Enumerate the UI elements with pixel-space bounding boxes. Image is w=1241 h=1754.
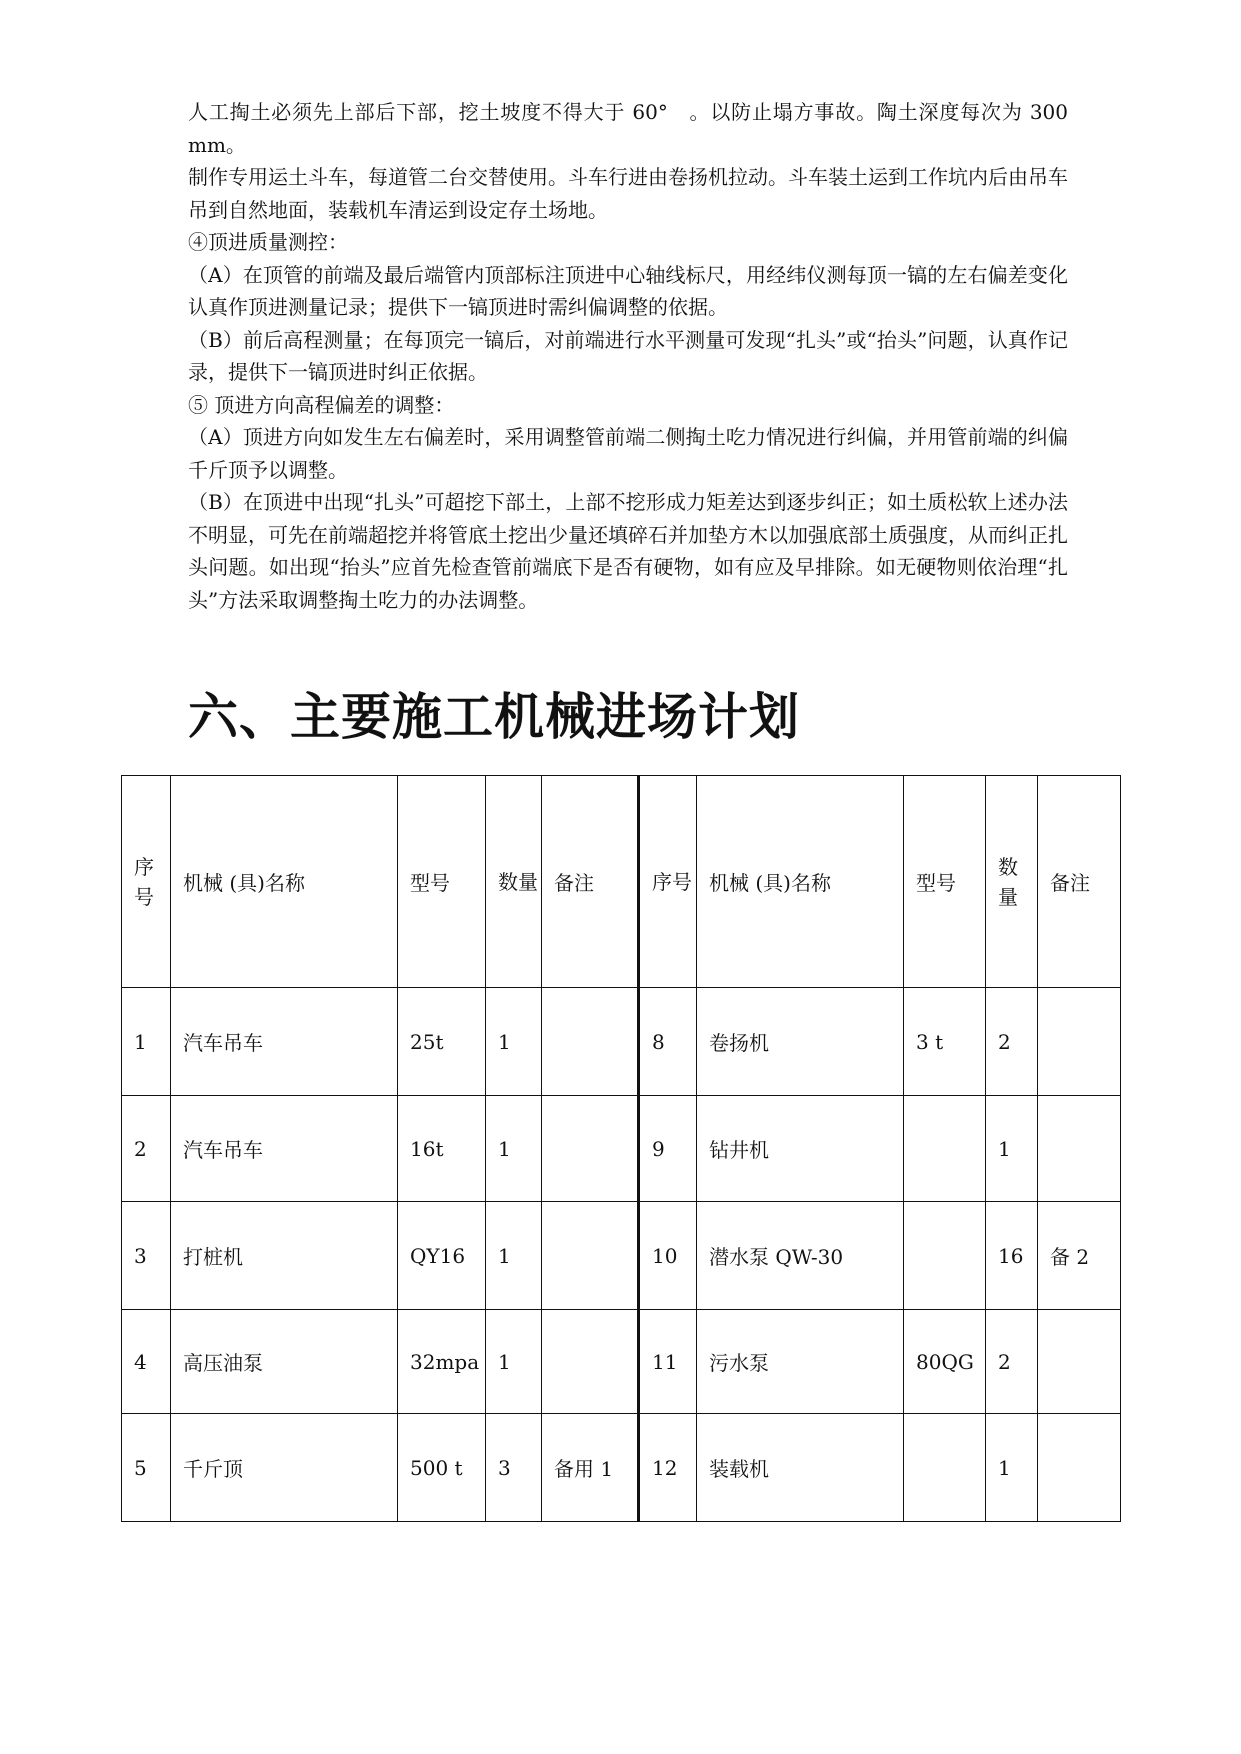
table-cell: 9 — [639, 1096, 697, 1202]
header-cell: 序号 — [639, 776, 697, 988]
header-cell: 机械 (具)名称 — [697, 776, 904, 988]
header-cell: 序号 — [122, 776, 171, 988]
table-cell: 16 — [986, 1202, 1038, 1310]
table-cell: 4 — [122, 1310, 171, 1414]
table-cell — [904, 1414, 986, 1522]
body-text — [188, 96, 1068, 616]
table-cell: 潜水泵 QW-30 — [697, 1202, 904, 1310]
table-cell: 2 — [122, 1096, 171, 1202]
table-cell: 12 — [639, 1414, 697, 1522]
table-row — [122, 1414, 1121, 1522]
table-cell — [1038, 1414, 1121, 1522]
table-row — [122, 988, 1121, 1096]
table-cell: 装载机 — [697, 1414, 904, 1522]
table-cell: 钻井机 — [697, 1096, 904, 1202]
table-cell: 1 — [486, 1096, 542, 1202]
section-title: 六、主要施工机械进场计划 — [188, 688, 800, 746]
table-cell: 16t — [398, 1096, 486, 1202]
paragraph: 人工掏土必须先上部后下部，挖土坡度不得大于 60° 。以防止塌方事故。陶土深度每次为 300 mm。 — [188, 100, 1068, 157]
paragraph: （A）顶进方向如发生左右偏差时，采用调整管前端二侧掏土吃力情况进行纠偏，并用管前端的纠偏千斤顶予以调整。 — [188, 425, 1068, 482]
table-cell: 25t — [398, 988, 486, 1096]
table-cell: 1 — [122, 988, 171, 1096]
header-cell: 型号 — [398, 776, 486, 988]
table-cell: 10 — [639, 1202, 697, 1310]
table-cell — [1038, 1310, 1121, 1414]
paragraph: ⑤ 顶进方向高程偏差的调整： — [188, 392, 455, 417]
table-cell: 汽车吊车 — [171, 988, 398, 1096]
table-cell: 32mpa — [398, 1310, 486, 1414]
table-cell — [542, 1202, 639, 1310]
header-cell: 型号 — [904, 776, 986, 988]
table-cell: 3 — [122, 1202, 171, 1310]
paragraph: （A）在顶管的前端及最后端管内顶部标注顶进中心轴线标尺，用经纬仪测每顶一镐的左右偏差变化认真作顶进测量记录；提供下一镐顶进时需纠偏调整的依据。 — [188, 262, 1068, 319]
table-row — [122, 1096, 1121, 1202]
table-cell — [1038, 988, 1121, 1096]
table-cell: 备用 1 — [542, 1414, 639, 1522]
paragraph: （B）前后高程测量；在每顶完一镐后，对前端进行水平测量可发现“扎头”或“抬头”问题，认真作记录，提供下一镐顶进时纠正依据。 — [188, 327, 1068, 384]
table-cell: 11 — [639, 1310, 697, 1414]
table-header-row — [122, 776, 1121, 988]
table-cell: 2 — [986, 1310, 1038, 1414]
table-cell — [542, 1310, 639, 1414]
table-cell: 3 — [486, 1414, 542, 1522]
header-cell: 数量 — [986, 776, 1038, 988]
table-cell — [904, 1096, 986, 1202]
table-cell — [1038, 1096, 1121, 1202]
table-cell — [904, 1202, 986, 1310]
table-cell: 500 t — [398, 1414, 486, 1522]
table-cell: 5 — [122, 1414, 171, 1522]
table-cell: 1 — [986, 1414, 1038, 1522]
table-cell: 高压油泵 — [171, 1310, 398, 1414]
table-cell: QY16 — [398, 1202, 486, 1310]
table-cell — [542, 988, 639, 1096]
table-cell: 3 t — [904, 988, 986, 1096]
table-cell — [542, 1096, 639, 1202]
table-cell: 80QG — [904, 1310, 986, 1414]
table-cell: 千斤顶 — [171, 1414, 398, 1522]
table-cell: 卷扬机 — [697, 988, 904, 1096]
table-row — [122, 1310, 1121, 1414]
header-cell: 备注 — [542, 776, 639, 988]
table-cell: 污水泵 — [697, 1310, 904, 1414]
paragraph: 制作专用运土斗车，每道管二台交替使用。斗车行进由卷扬机拉动。斗车装土运到工作坑内后由吊车吊到自然地面，装载机车清运到设定存土场地。 — [188, 165, 1068, 222]
table-cell: 1 — [986, 1096, 1038, 1202]
table-cell: 2 — [986, 988, 1038, 1096]
paragraph: ④顶进质量测控： — [188, 230, 348, 254]
table-cell: 备 2 — [1038, 1202, 1121, 1310]
table-cell: 打桩机 — [171, 1202, 398, 1310]
header-cell: 备注 — [1038, 776, 1121, 988]
table-cell: 1 — [486, 1202, 542, 1310]
header-cell: 数量 — [486, 776, 542, 988]
header-cell: 机械 (具)名称 — [171, 776, 398, 988]
paragraph: （B）在顶进中出现“扎头”可超挖下部土，上部不挖形成力矩差达到逐步纠正；如土质松软上述办法不明显，可先在前端超挖并将管底土挖出少量还填碎石并加垫方木以加强底部土质强度，从而纠正扎头问题。如出现“抬头”应首先检查管前端底下是否有硬物，如有应及早排除。如无硬物则依治理“扎头”方法采取调整掏土吃力的办法调整。 — [188, 490, 1068, 612]
table-cell: 汽车吊车 — [171, 1096, 398, 1202]
table-cell: 1 — [486, 1310, 542, 1414]
table-cell: 8 — [639, 988, 697, 1096]
table-row — [122, 1202, 1121, 1310]
table-cell: 1 — [486, 988, 542, 1096]
machinery-table — [121, 775, 1121, 1522]
